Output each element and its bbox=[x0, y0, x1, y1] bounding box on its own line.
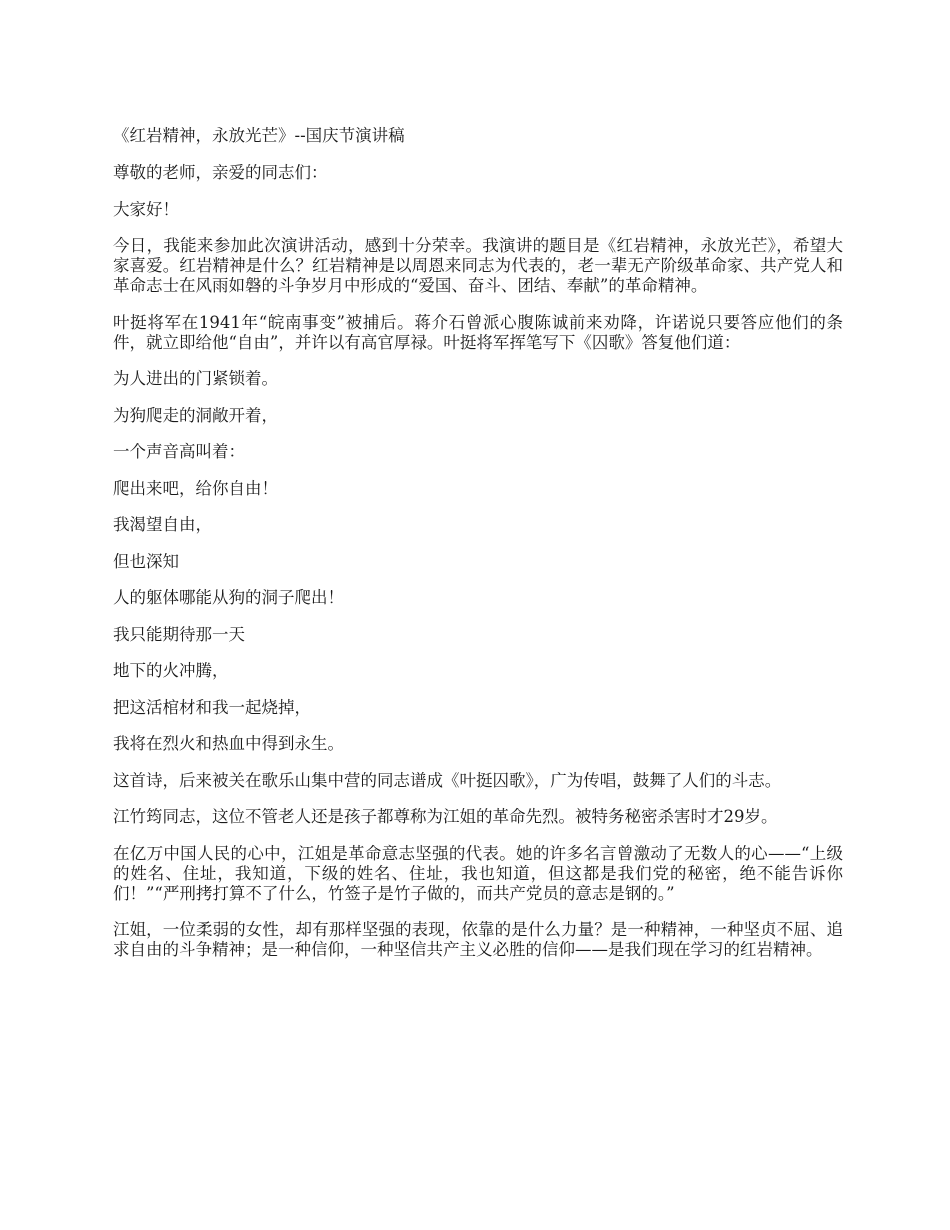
paragraph-greeting: 大家好！ bbox=[113, 199, 179, 219]
poem-line: 为人进出的门紧锁着。 bbox=[113, 369, 278, 388]
poem-line: 爬出来吧，给你自由！ bbox=[113, 478, 278, 498]
paragraph-poem-note: 这首诗，后来被关在歌乐山集中营的同志谱成《叶挺囚歌》，广为传唱，鼓舞了人们的斗志。 bbox=[113, 770, 782, 790]
poem-line: 我将在烈火和热血中得到永生。 bbox=[113, 734, 344, 753]
poem-line: 人的躯体哪能从狗的洞子爬出！ bbox=[113, 588, 344, 607]
paragraph-jiang-quotes: 在亿万中国人民的心中，江姐是革命意志坚强的代表。她的许多名言曾激动了无数人的心——“上级的姓名、住址，我知道，下级的姓名、住址，我也知道，但这都是我们党的秘密，绝不能告诉你们！”“严刑拷打算不了什么，竹签子是竹子做的，而共产党员的意志是钢的。” bbox=[113, 843, 843, 903]
paragraph-conclusion: 江姐，一位柔弱的女性，却有那样坚强的表现，依靠的是什么力量？是一种精神，一种坚贞不屈、追求自由的斗争精神；是一种信仰，一种坚信共产主义必胜的信仰——是我们现在学习的红岩精神。 bbox=[113, 920, 843, 959]
poem-line: 一个声音高叫着： bbox=[113, 442, 245, 461]
paragraph-intro: 今日，我能来参加此次演讲活动，感到十分荣幸。我演讲的题目是《红岩精神，永放光芒》，希望大家喜爱。红岩精神是什么？红岩精神是以周恩来同志为代表的，老一辈无产阶级革命家、共产党人和革命志士在风雨如磐的斗争岁月中形成的“爱国、奋斗、团结、奉献”的革命精神。 bbox=[113, 236, 843, 295]
poem-line: 为狗爬走的洞敞开着， bbox=[113, 405, 278, 425]
poem-line: 地下的火冲腾， bbox=[113, 661, 229, 680]
document-page bbox=[113, 126, 843, 977]
poem-line: 但也深知 bbox=[113, 551, 179, 571]
poem-line: 把这活棺材和我一起烧掉， bbox=[113, 697, 311, 717]
paragraph-jiang-zhujun: 江竹筠同志，这位不管老人还是孩子都尊称为江姐的革命先烈。被特务秘密杀害时才29岁。 bbox=[113, 807, 778, 826]
paragraph-salutation: 尊敬的老师，亲爱的同志们： bbox=[113, 163, 328, 182]
poem-line: 我渴望自由， bbox=[113, 515, 212, 534]
paragraph-ye-ting: 叶挺将军在1941年“皖南事变”被捕后。蒋介石曾派心腹陈诚前来劝降，许诺说只要答应他们的条件，就立即给他“自由”，并许以有高官厚禄。叶挺将军挥笔写下《囚歌》答复他们道： bbox=[113, 312, 843, 352]
document-title: 《红岩精神，永放光芒》--国庆节演讲稿 bbox=[113, 126, 405, 145]
poem-line: 我只能期待那一天 bbox=[113, 624, 245, 644]
